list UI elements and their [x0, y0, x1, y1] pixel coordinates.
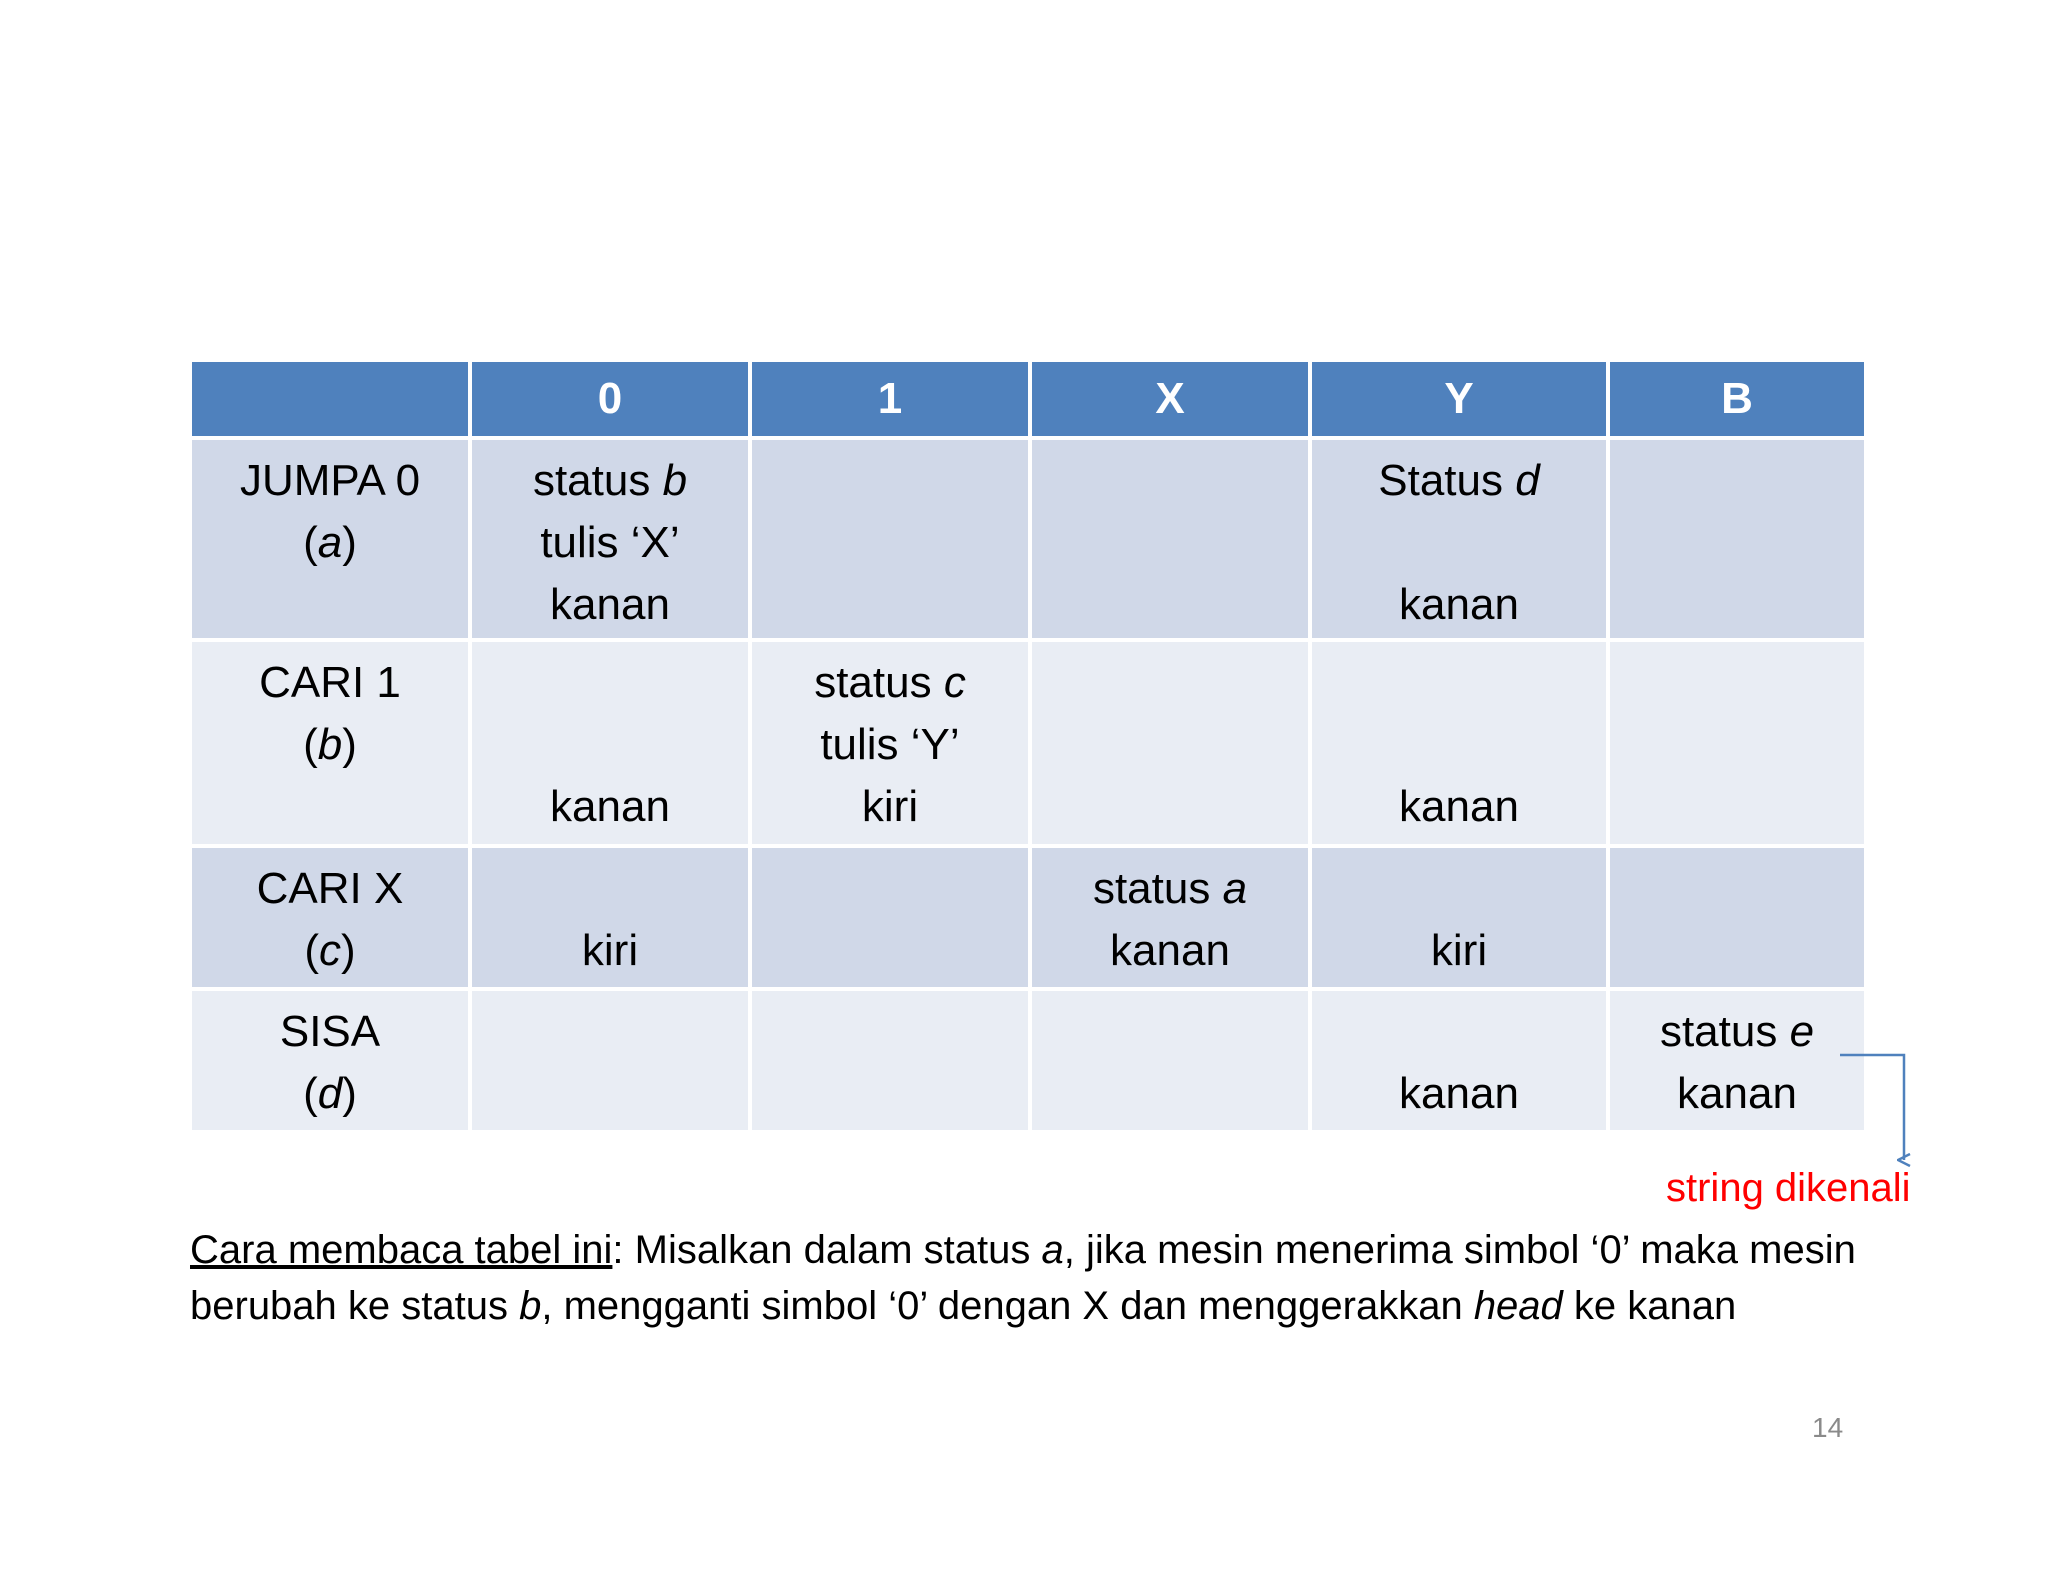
note-text: , mengganti simbol ‘0’ dengan X dan menggerakkan — [541, 1284, 1474, 1328]
status-word: status — [532, 456, 651, 505]
status-letter: b — [662, 456, 688, 505]
page-number: 14 — [1812, 1412, 1844, 1443]
state-letter: a — [317, 518, 343, 567]
note-lead: Cara membaca tabel ini — [190, 1228, 613, 1272]
header-symbol-1: 1 — [752, 362, 1028, 436]
status-letter: e — [1789, 1007, 1815, 1056]
state-name: SISA — [279, 1007, 381, 1056]
state-cell: CARI X (c) — [192, 848, 468, 987]
header-symbol-x: X — [1032, 362, 1308, 436]
status-word: Status — [1378, 456, 1504, 505]
move-direction: kanan — [550, 782, 670, 831]
move-direction: kanan — [1399, 580, 1519, 629]
note-var: head — [1473, 1284, 1563, 1328]
move-direction: kiri — [1430, 926, 1488, 975]
status-word: status — [814, 658, 932, 707]
status-letter: c — [943, 658, 966, 707]
state-cell: JUMPA 0 (a) — [192, 440, 468, 638]
accepted-string-label: string dikenali — [1666, 1166, 1911, 1210]
state-name: JUMPA 0 — [239, 456, 421, 505]
state-letter: d — [317, 1069, 343, 1118]
state-cell: CARI 1 (b) — [192, 642, 468, 844]
accept-arrow-line — [1840, 1055, 1904, 1160]
move-direction: kanan — [1399, 782, 1519, 831]
status-letter: a — [1222, 864, 1248, 913]
state-letter: c — [319, 926, 341, 975]
note-var: b — [519, 1284, 542, 1328]
note-text: , jika mesin menerima simbol ‘0’ maka mesin berubah ke status — [190, 1228, 1856, 1328]
note-text: ke kanan — [1562, 1284, 1737, 1328]
move-direction: kanan — [1110, 926, 1230, 975]
move-direction: kiri — [581, 926, 639, 975]
move-direction: kanan — [1677, 1069, 1797, 1118]
header-symbol-0: 0 — [472, 362, 748, 436]
header-symbol-b: B — [1610, 362, 1864, 436]
write-action: tulis ‘X’ — [540, 518, 680, 567]
move-direction: kiri — [861, 782, 919, 831]
status-word: status — [1092, 864, 1211, 913]
note-var: a — [1041, 1228, 1064, 1272]
status-letter: d — [1515, 456, 1540, 505]
write-action: tulis ‘Y’ — [820, 720, 960, 769]
state-name: CARI X — [256, 864, 404, 913]
header-symbol-y: Y — [1312, 362, 1606, 436]
status-word: status — [1659, 1007, 1778, 1056]
move-direction: kanan — [550, 580, 670, 629]
state-cell: SISA (d) — [192, 991, 468, 1130]
move-direction: kanan — [1399, 1069, 1519, 1118]
reading-instructions — [190, 1222, 1890, 1334]
state-letter: b — [317, 720, 343, 769]
note-text: : Misalkan dalam status — [612, 1228, 1042, 1272]
state-name: CARI 1 — [259, 658, 401, 707]
